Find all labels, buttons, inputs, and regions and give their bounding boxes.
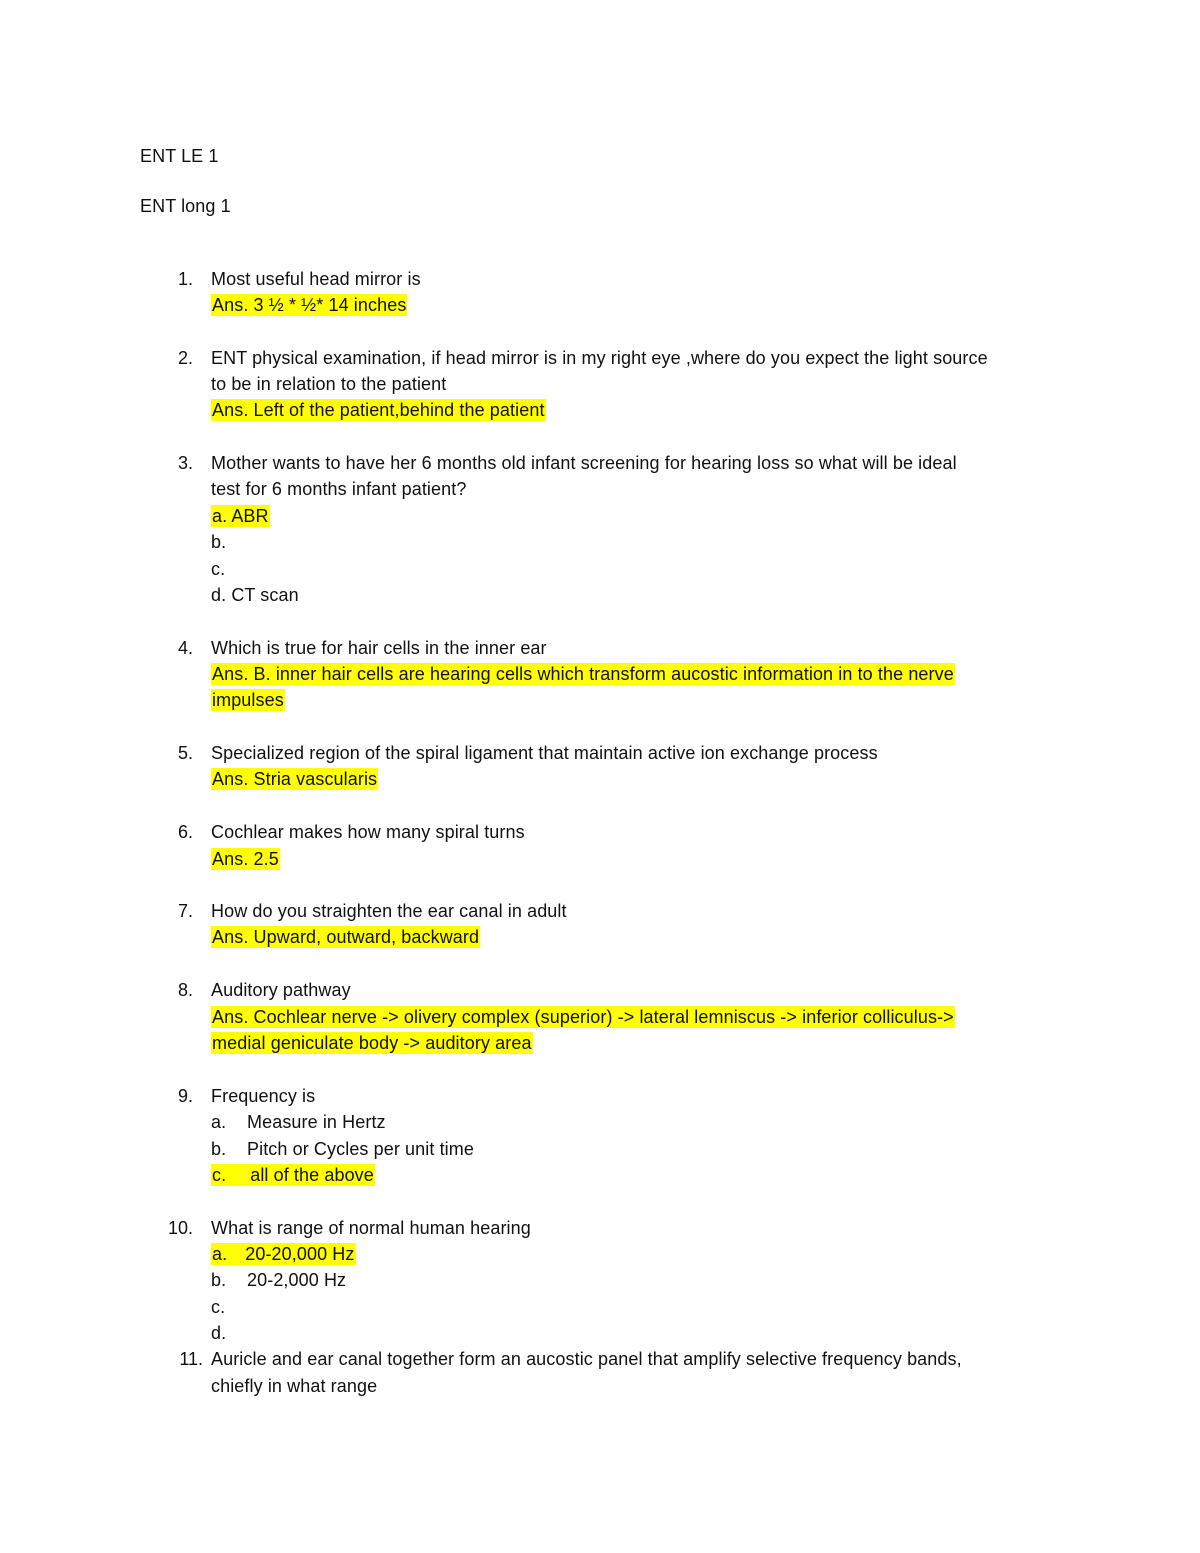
document-subtitle: ENT long 1 — [140, 196, 231, 216]
answer-highlight: Ans. Left of the patient,behind the patient — [212, 400, 545, 420]
option-highlight-row — [211, 1242, 356, 1266]
option-item: all of the above — [250, 1165, 374, 1185]
option-letter: c. — [212, 1165, 227, 1185]
option-item: d. CT scan — [211, 585, 299, 605]
option-item: c. — [211, 559, 226, 579]
answer-highlight: medial geniculate body -> auditory area — [212, 1033, 532, 1053]
question-number: 6. — [177, 822, 193, 842]
question-number: 5. — [177, 743, 193, 763]
document-title: ENT LE 1 — [140, 146, 219, 166]
question-text: Cochlear makes how many spiral turns — [211, 822, 525, 842]
answer-text — [211, 398, 546, 422]
answer-text — [211, 847, 280, 871]
option-letter: b. — [211, 1139, 227, 1159]
option-item — [211, 504, 270, 528]
option-highlight-row — [211, 1163, 375, 1187]
question-number: 9. — [177, 1086, 193, 1106]
answer-highlight: Ans. Cochlear nerve -> olivery complex (superior) -> lateral lemniscus -> inferior colliculus-> — [212, 1007, 954, 1027]
option-item: b. — [211, 532, 227, 552]
question-text: ENT physical examination, if head mirror is in my right eye ,where do you expect the light source — [211, 348, 988, 368]
question-number: 2. — [177, 348, 193, 368]
answer-text — [211, 767, 378, 791]
answer-highlight: Ans. 2.5 — [212, 849, 279, 869]
answer-highlight — [211, 1164, 375, 1186]
question-text: Most useful head mirror is — [211, 269, 421, 289]
question-text: Specialized region of the spiral ligament that maintain active ion exchange process — [211, 743, 878, 763]
question-text: How do you straighten the ear canal in adult — [211, 901, 567, 921]
option-letter: c. — [211, 1297, 226, 1317]
answer-text — [211, 293, 407, 317]
question-number: 7. — [177, 901, 193, 921]
question-text: What is range of normal human hearing — [211, 1218, 531, 1238]
answer-text — [211, 662, 955, 686]
option-letter: d. — [211, 1323, 227, 1343]
answer-highlight: Ans. 3 ½ * ½* 14 inches — [212, 295, 407, 315]
option-letter: b. — [211, 1270, 227, 1290]
question-text: to be in relation to the patient — [211, 374, 447, 394]
answer-text — [211, 925, 480, 949]
option-letter: a. — [212, 1244, 228, 1264]
question-text: Mother wants to have her 6 months old infant screening for hearing loss so what will be ideal — [211, 453, 957, 473]
answer-text — [211, 1031, 533, 1055]
answer-highlight: a. ABR — [212, 506, 269, 526]
question-text: Auditory pathway — [211, 980, 351, 1000]
question-number: 3. — [177, 453, 193, 473]
answer-highlight: impulses — [212, 690, 284, 710]
question-number: 8. — [177, 980, 193, 1000]
question-number: 1. — [177, 269, 193, 289]
question-text: Auricle and ear canal together form an aucostic panel that amplify selective frequency bands, — [211, 1349, 962, 1369]
option-item: 20-2,000 Hz — [247, 1270, 347, 1290]
answer-highlight — [211, 1243, 356, 1265]
question-number: 10. — [167, 1218, 193, 1238]
question-text: Which is true for hair cells in the inner ear — [211, 638, 547, 658]
option-item: 20-20,000 Hz — [245, 1244, 355, 1264]
option-item: Pitch or Cycles per unit time — [247, 1139, 474, 1159]
answer-text — [211, 1005, 955, 1029]
option-item: Measure in Hertz — [247, 1112, 386, 1132]
question-number: 4. — [177, 638, 193, 658]
question-text: test for 6 months infant patient? — [211, 479, 467, 499]
answer-text — [211, 688, 285, 712]
answer-highlight: Ans. B. inner hair cells are hearing cells which transform aucostic information in to the nerve — [212, 664, 954, 684]
answer-highlight: Ans. Upward, outward, backward — [212, 927, 480, 947]
question-text: Frequency is — [211, 1086, 316, 1106]
answer-highlight: Ans. Stria vascularis — [212, 769, 378, 789]
question-number: 11. — [179, 1349, 203, 1369]
option-letter: a. — [211, 1112, 227, 1132]
question-text: chiefly in what range — [211, 1376, 378, 1396]
